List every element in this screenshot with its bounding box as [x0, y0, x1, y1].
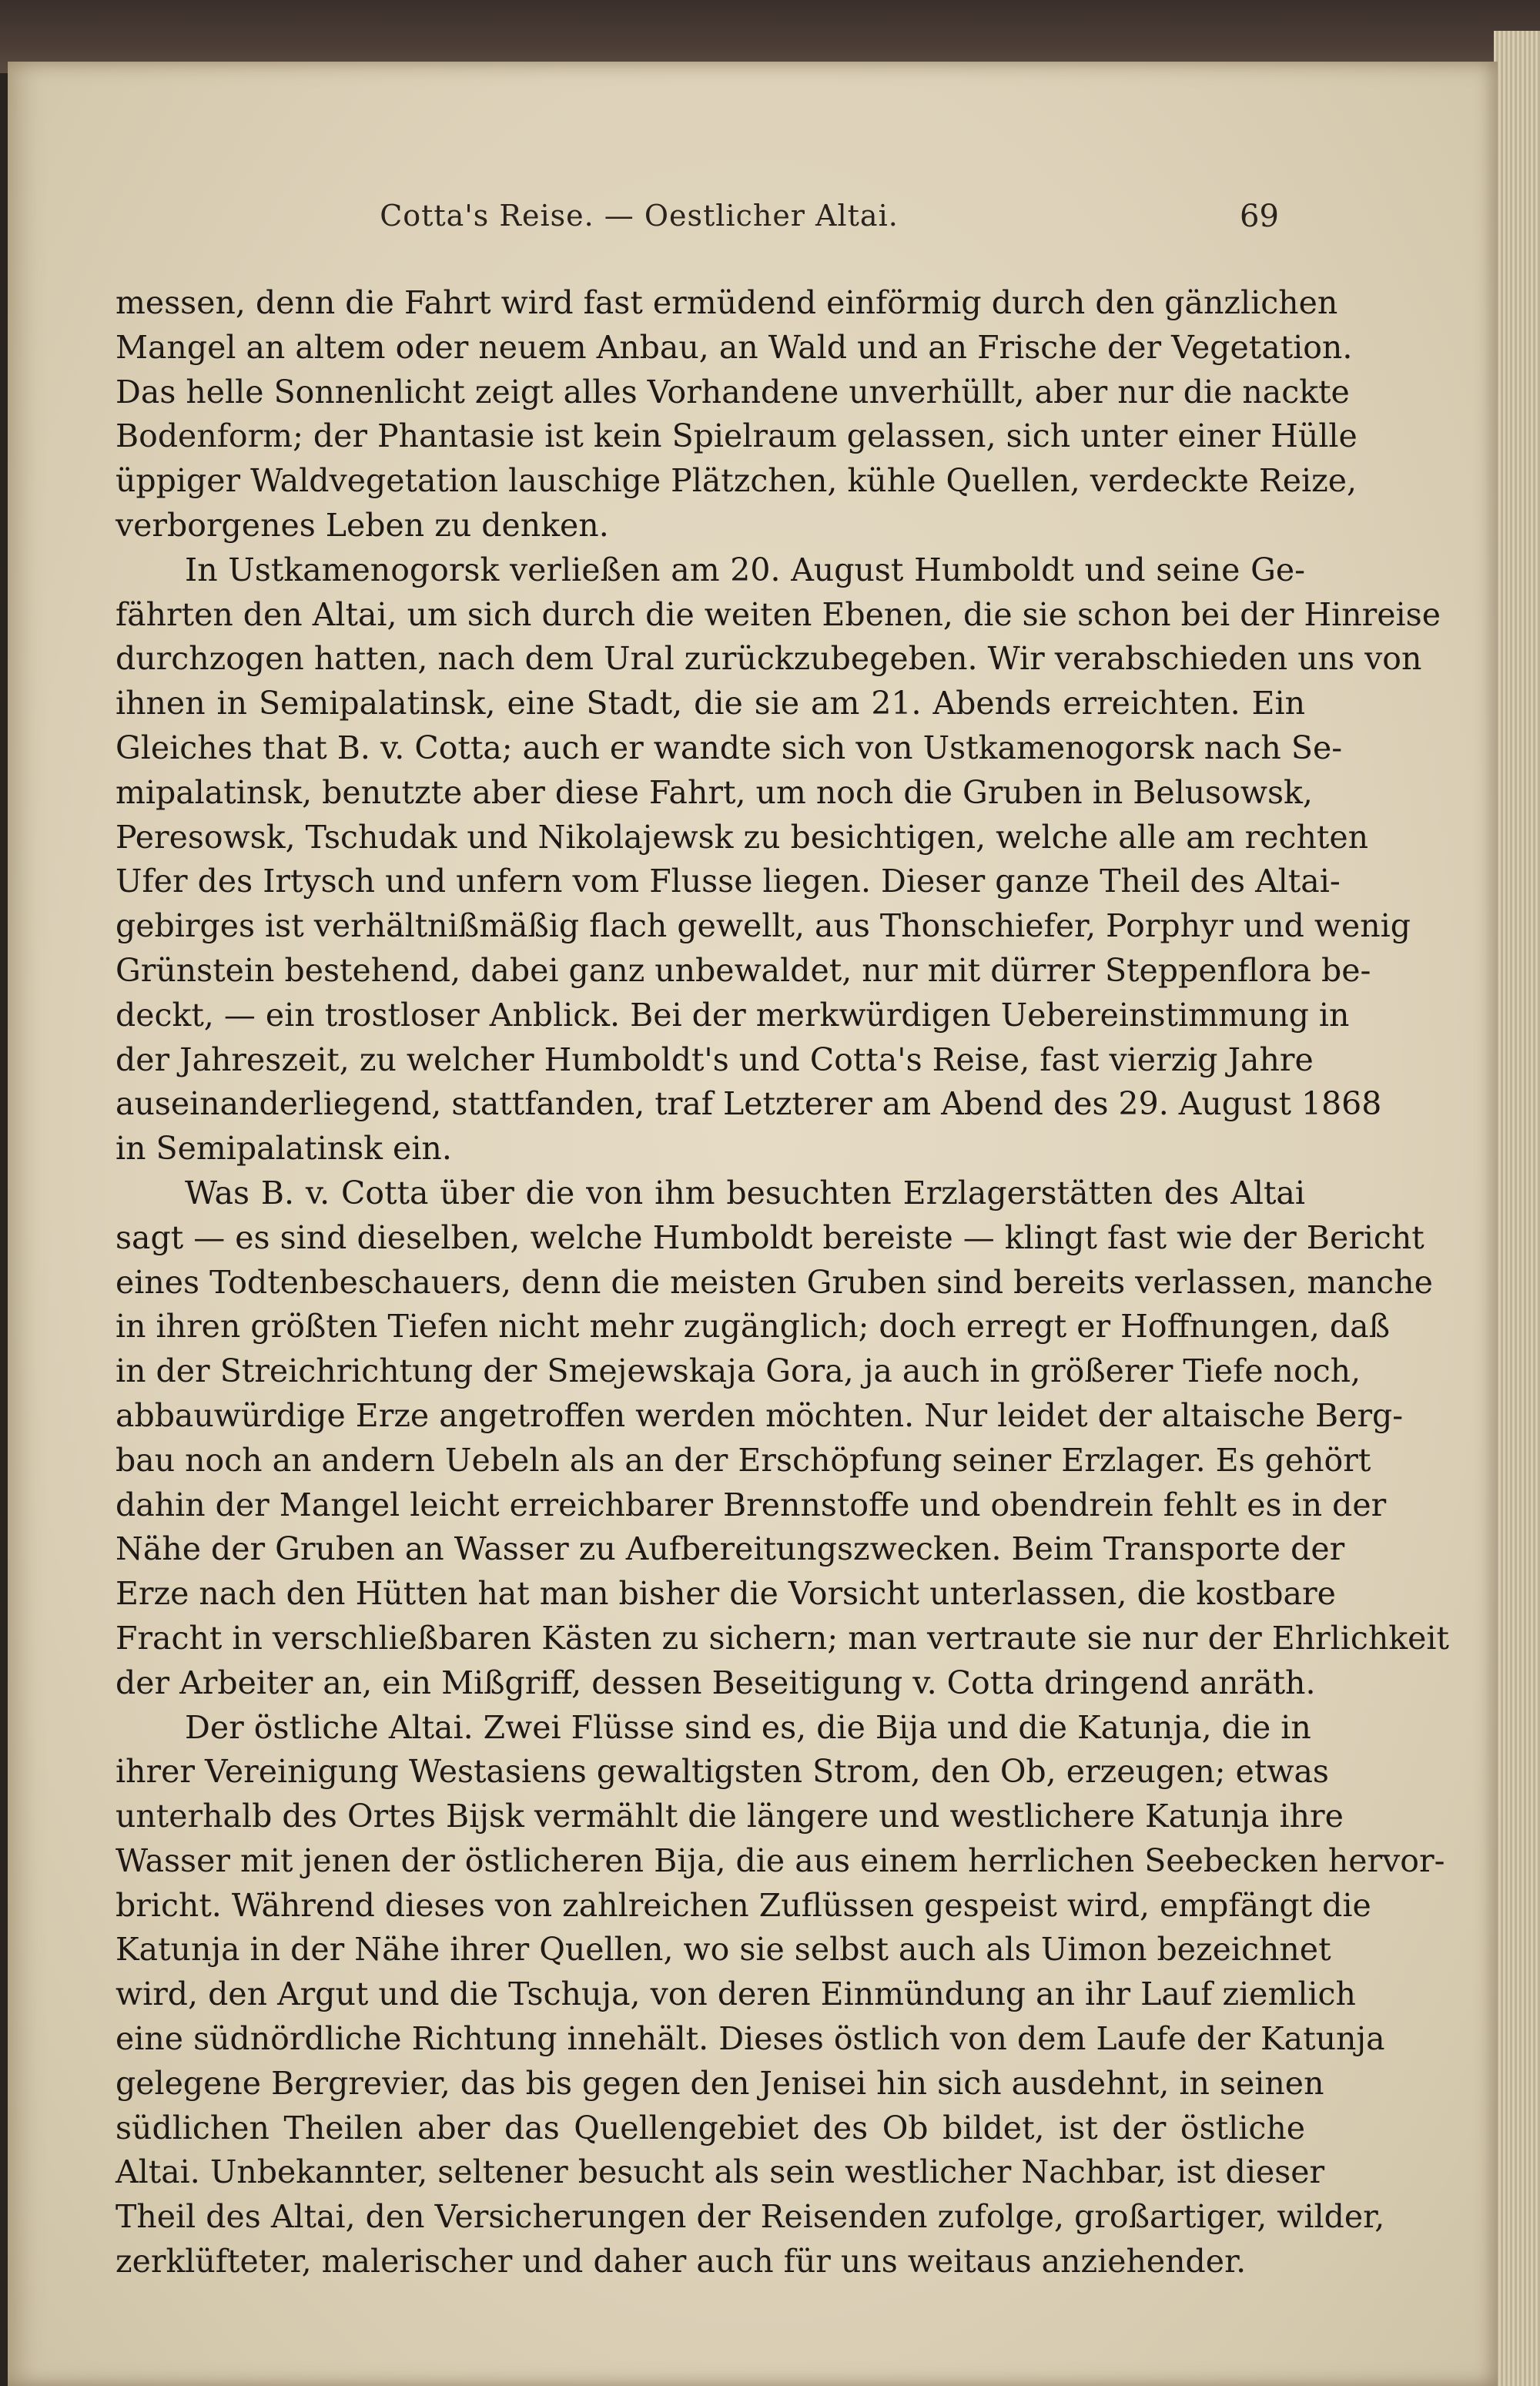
text-line: üppiger Waldvegetation lauschige Plätzchen, kühle Quellen, verdeckte Reize,: [116, 462, 1358, 500]
text-line: bricht. Während dieses von zahlreichen Zuflüssen gespeist wird, empfängt die: [116, 1886, 1371, 1924]
text-line: deckt, — ein trostloser Anblick. Bei der merkwürdigen Uebereinstimmung in: [116, 996, 1350, 1034]
page-edges: [1494, 31, 1540, 2386]
text-line: In Ustkamenogorsk verließen am 20. August Humboldt und seine Ge-: [185, 551, 1305, 588]
text-line: der Jahreszeit, zu welcher Humboldt's und Cotta's Reise, fast vierzig Jahre: [116, 1041, 1314, 1078]
page-number: 69: [1240, 199, 1279, 234]
text-line: Fracht in verschließbaren Kästen zu sichern; man vertraute sie nur der Ehrlichkeit: [116, 1619, 1449, 1657]
text-line: Ufer des Irtysch und unfern vom Flusse liegen. Dieser ganze Theil des Altai-: [116, 863, 1341, 900]
text-line: in ihren größten Tiefen nicht mehr zugänglich; doch erregt er Hoffnungen, daß: [116, 1308, 1390, 1345]
text-line: Bodenform; der Phantasie ist kein Spielraum gelassen, sich unter einer Hülle: [116, 417, 1358, 455]
text-line: der Arbeiter an, ein Mißgriff, dessen Beseitigung v. Cotta dringend anräth.: [116, 1664, 1316, 1701]
text-line: Was B. v. Cotta über die von ihm besuchten Erzlagerstätten des Altai: [185, 1174, 1305, 1211]
text-line: Katunja in der Nähe ihrer Quellen, wo sie selbst auch als Uimon bezeichnet: [116, 1931, 1331, 1969]
page-header: [8, 199, 1498, 253]
text-line: Peresowsk, Tschudak und Nikolajewsk zu besichtigen, welche alle am rechten: [116, 818, 1369, 856]
text-line: mipalatinsk, benutzte aber diese Fahrt, um noch die Gruben in Belusowsk,: [116, 773, 1313, 811]
text-line: ihnen in Semipalatinsk, eine Stadt, die sie am 21. Abends erreichten. Ein: [116, 685, 1305, 722]
text-line: Der östliche Altai. Zwei Flüsse sind es, die Bija und die Katunja, die in: [185, 1708, 1311, 1746]
text-line: Wasser mit jenen der östlicheren Bija, die aus einem herrlichen Seebecken hervor-: [116, 1841, 1445, 1879]
text-line: unterhalb des Ortes Bijsk vermählt die längere und westlichere Katunja ihre: [116, 1798, 1344, 1835]
text-line: Mangel an altem oder neuem Anbau, an Wald und an Frische der Vegetation.: [116, 328, 1353, 366]
text-line: Gleiches that B. v. Cotta; auch er wandte sich von Ustkamenogorsk nach Se-: [116, 729, 1343, 766]
text-line: fährten den Altai, um sich durch die weiten Ebenen, die sie schon bei der Hinreise: [116, 595, 1441, 633]
text-line: Erze nach den Hütten hat man bisher die Vorsicht unterlassen, die kostbare: [116, 1575, 1336, 1613]
text-line: bau noch an andern Uebeln als an der Erschöpfung seiner Erzlager. Es gehört: [116, 1441, 1371, 1479]
text-line: sagt — es sind dieselben, welche Humboldt bereiste — klingt fast wie der Bericht: [116, 1218, 1424, 1256]
text-line: Nähe der Gruben an Wasser zu Aufbereitungszwecken. Beim Transporte der: [116, 1530, 1345, 1568]
text-line: abbauwürdige Erze angetroffen werden möchten. Nur leidet der altaische Berg-: [116, 1396, 1404, 1434]
text-line: südlichen Theilen aber das Quellengebiet des Ob bildet, ist der östliche: [116, 2109, 1305, 2146]
text-line: in Semipalatinsk ein.: [116, 1130, 452, 1168]
text-line: gelegene Bergrevier, das bis gegen den Jenisei hin sich ausdehnt, in seinen: [116, 2064, 1324, 2102]
text-line: ihrer Vereinigung Westasiens gewaltigsten Strom, den Ob, erzeugen; etwas: [116, 1753, 1329, 1791]
text-line: auseinanderliegend, stattfanden, traf Letzterer am Abend des 29. August 1868: [116, 1085, 1382, 1123]
body-text: [116, 281, 1449, 2284]
text-line: wird, den Argut und die Tschuja, von deren Einmündung an ihr Lauf ziemlich: [116, 1975, 1356, 2013]
text-line: Grünstein bestehend, dabei ganz unbewaldet, nur mit dürrer Steppenflora be-: [116, 951, 1371, 989]
text-line: eines Todtenbeschauers, denn die meisten Gruben sind bereits verlassen, manche: [116, 1263, 1433, 1301]
text-line: messen, denn die Fahrt wird fast ermüdend einförmig durch den gänzlichen: [116, 284, 1338, 321]
text-line: Theil des Altai, den Versicherungen der Reisenden zufolge, großartiger, wilder,: [116, 2198, 1385, 2236]
running-title: Cotta's Reise. — Oestlicher Altai.: [380, 199, 899, 233]
text-line: zerklüfteter, malerischer und daher auch für uns weitaus anziehender.: [116, 2243, 1247, 2280]
book-page: [8, 62, 1498, 2386]
text-line: eine südnördliche Richtung innehält. Dieses östlich von dem Laufe der Katunja: [116, 2020, 1385, 2058]
text-line: Altai. Unbekannter, seltener besucht als sein westlicher Nachbar, ist dieser: [116, 2153, 1325, 2191]
text-line: in der Streichrichtung der Smejewskaja Gora, ja auch in größerer Tiefe noch,: [116, 1352, 1361, 1390]
text-line: dahin der Mangel leicht erreichbarer Brennstoffe und obendrein fehlt es in der: [116, 1486, 1387, 1523]
text-line: Das helle Sonnenlicht zeigt alles Vorhandene unverhüllt, aber nur die nackte: [116, 373, 1350, 411]
text-line: durchzogen hatten, nach dem Ural zurückzubegeben. Wir verabschieden uns von: [116, 640, 1422, 678]
text-line: verborgenes Leben zu denken.: [116, 506, 609, 544]
text-line: gebirges ist verhältnißmäßig flach gewellt, aus Thonschiefer, Porphyr und wenig: [116, 907, 1411, 945]
